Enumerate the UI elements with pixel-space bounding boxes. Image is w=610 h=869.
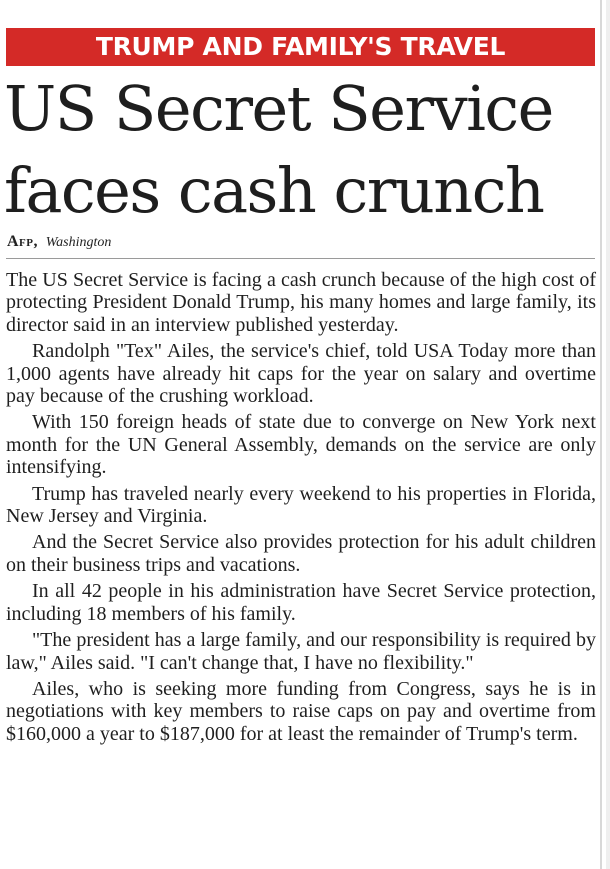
section-kicker: TRUMP AND FAMILY'S TRAVEL [6, 28, 595, 66]
article-paragraph: And the Secret Service also provides protection for his adult children on their business trips and vacations. [6, 531, 596, 576]
headline-line-2: faces cash crunch [4, 154, 544, 227]
article-paragraph: Trump has traveled nearly every weekend to his properties in Florida, New Jersey and Virginia. [6, 482, 596, 528]
page-edge-shadow [606, 0, 610, 869]
byline-divider [6, 258, 595, 259]
article-body [6, 269, 596, 749]
article-paragraph: With 150 foreign heads of state due to converge on New York next month for the UN General Assembly, demands on the service are only intensifying. [6, 411, 596, 479]
article-paragraph: Ailes, who is seeking more funding from Congress, says he is in negotiations with key members to raise caps on pay and overtime from $160,000 a year to $187,000 for at least the remainder of Trump's term. [6, 677, 596, 745]
page-edge-rule [600, 0, 602, 869]
headline [4, 68, 599, 232]
byline [7, 233, 111, 251]
article-paragraph: The US Secret Service is facing a cash crunch because of the high cost of protecting President Donald Trump, his many homes and large family, its director said in an interview published yesterday. [6, 269, 596, 336]
article-paragraph: "The president has a large family, and our responsibility is required by law," Ailes said. "I can't change that, I have no flexibility." [6, 629, 596, 674]
headline-line-1: US Secret Service [4, 72, 553, 145]
byline-agency: Afp, [7, 233, 38, 250]
article-paragraph: In all 42 people in his administration have Secret Service protection, including 18 members of his family. [6, 580, 596, 625]
byline-dateline: Washington [45, 235, 112, 250]
article-paragraph: Randolph "Tex" Ailes, the service's chief, told USA Today more than 1,000 agents have already hit caps for the year on salary and overtime pay because of the crushing workload. [6, 340, 596, 408]
